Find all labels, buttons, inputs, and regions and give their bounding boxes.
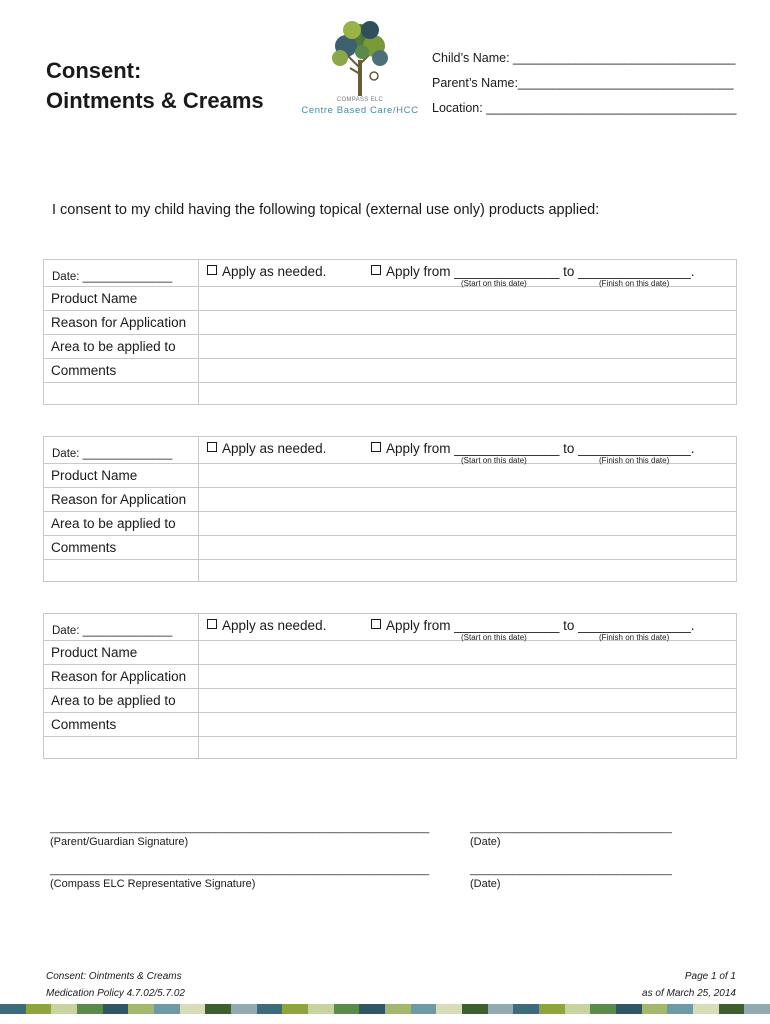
stripe-segment — [334, 1004, 360, 1014]
date-field[interactable]: Date: ______________ — [52, 448, 173, 460]
column-divider — [198, 437, 199, 581]
consent-statement: I consent to my child having the following topical (external use only) products applied: — [52, 202, 600, 218]
stripe-segment — [436, 1004, 462, 1014]
stripe-segment — [539, 1004, 565, 1014]
checkbox-icon[interactable] — [207, 442, 217, 452]
stripe-segment — [385, 1004, 411, 1014]
footer-page-number: Page 1 of 1 — [684, 971, 736, 982]
parent-signature-line[interactable]: ______________________________________________________________ — [50, 822, 430, 834]
checkbox-icon[interactable] — [371, 619, 381, 629]
area-label: Area to be applied to — [51, 693, 176, 708]
stripe-segment — [513, 1004, 539, 1014]
apply-as-needed-option[interactable] — [207, 264, 326, 279]
apply-as-needed-option[interactable] — [207, 618, 326, 633]
parents-name-field[interactable]: Parent’s Name:_______________________________ — [432, 76, 734, 90]
start-hint: (Start on this date) — [461, 633, 527, 642]
product-name-row — [44, 641, 736, 665]
page-title — [46, 56, 264, 116]
apply-from-label: Apply from ______________ to _______________. — [386, 264, 695, 279]
stripe-segment — [128, 1004, 154, 1014]
apply-from-option[interactable] — [371, 264, 695, 279]
comments-row — [44, 536, 736, 560]
area-label: Area to be applied to — [51, 516, 176, 531]
stripe-segment — [719, 1004, 745, 1014]
apply-as-needed-label: Apply as needed. — [222, 618, 327, 633]
stripe-segment — [205, 1004, 231, 1014]
apply-from-label: Apply from ______________ to _______________. — [386, 441, 695, 456]
apply-from-label: Apply from ______________ to _______________. — [386, 618, 695, 633]
product-name-row — [44, 287, 736, 311]
reason-label: Reason for Application — [51, 669, 187, 684]
apply-from-option[interactable] — [371, 618, 695, 633]
title-line-1: Consent: — [46, 58, 142, 83]
footer-policy: Medication Policy 4.7.02/5.7.02 — [46, 988, 185, 999]
checkbox-icon[interactable] — [371, 265, 381, 275]
start-hint: (Start on this date) — [461, 456, 527, 465]
product-block-2 — [43, 436, 737, 582]
product-name-label: Product Name — [51, 291, 138, 306]
apply-as-needed-label: Apply as needed. — [222, 441, 327, 456]
finish-hint: (Finish on this date) — [599, 456, 670, 465]
comments-label: Comments — [51, 363, 117, 378]
stripe-segment — [488, 1004, 514, 1014]
stripe-segment — [642, 1004, 668, 1014]
stripe-segment — [154, 1004, 180, 1014]
apply-as-needed-label: Apply as needed. — [222, 264, 327, 279]
comments-label: Comments — [51, 717, 117, 732]
comments-row — [44, 713, 736, 737]
finish-hint: (Finish on this date) — [599, 633, 670, 642]
date-field[interactable]: Date: ______________ — [52, 271, 173, 283]
rep-signature-line[interactable]: ______________________________________________________________ — [50, 864, 430, 876]
parent-date-line[interactable]: _________________________________ — [470, 822, 672, 834]
area-label: Area to be applied to — [51, 339, 176, 354]
product-name-row — [44, 464, 736, 488]
checkbox-icon[interactable] — [207, 265, 217, 275]
product-name-label: Product Name — [51, 645, 138, 660]
stripe-segment — [51, 1004, 77, 1014]
finish-hint: (Finish on this date) — [599, 279, 670, 288]
stripe-segment — [77, 1004, 103, 1014]
date-field[interactable]: Date: ______________ — [52, 625, 173, 637]
stripe-segment — [590, 1004, 616, 1014]
stripe-segment — [411, 1004, 437, 1014]
location-field[interactable]: Location: ____________________________________ — [432, 101, 737, 115]
stripe-segment — [282, 1004, 308, 1014]
checkbox-icon[interactable] — [207, 619, 217, 629]
rep-date-label: (Date) — [470, 878, 501, 890]
childs-name-field[interactable]: Child’s Name: ________________________________ — [432, 51, 736, 65]
stripe-segment — [359, 1004, 385, 1014]
footer-date: as of March 25, 2014 — [642, 988, 736, 999]
title-line-2: Ointments & Creams — [46, 88, 264, 113]
product-block-3 — [43, 613, 737, 759]
stripe-segment — [667, 1004, 693, 1014]
stripe-segment — [103, 1004, 129, 1014]
footer-color-stripe — [0, 1004, 770, 1014]
compass-elc-logo — [300, 18, 420, 122]
stripe-segment — [26, 1004, 52, 1014]
product-name-label: Product Name — [51, 468, 138, 483]
tree-icon — [300, 18, 420, 98]
stripe-segment — [0, 1004, 26, 1014]
apply-from-option[interactable] — [371, 441, 695, 456]
stripe-segment — [616, 1004, 642, 1014]
comments-label: Comments — [51, 540, 117, 555]
rep-signature-label: (Compass ELC Representative Signature) — [50, 878, 256, 890]
logo-text: Centre Based Care/HCC — [301, 105, 419, 116]
reason-label: Reason for Application — [51, 315, 187, 330]
stripe-segment — [231, 1004, 257, 1014]
logo-small-text: COMPASS ELC — [336, 97, 384, 103]
product-block-1 — [43, 259, 737, 405]
comments-row — [44, 359, 736, 383]
parent-signature-label: (Parent/Guardian Signature) — [50, 836, 189, 848]
rep-date-line[interactable]: _________________________________ — [470, 864, 672, 876]
apply-as-needed-option[interactable] — [207, 441, 326, 456]
column-divider — [198, 614, 199, 758]
footer-document-title: Consent: Ointments & Creams — [46, 971, 182, 982]
stripe-segment — [693, 1004, 719, 1014]
start-hint: (Start on this date) — [461, 279, 527, 288]
stripe-segment — [257, 1004, 283, 1014]
stripe-segment — [462, 1004, 488, 1014]
checkbox-icon[interactable] — [371, 442, 381, 452]
stripe-segment — [565, 1004, 591, 1014]
column-divider — [198, 260, 199, 404]
stripe-segment — [308, 1004, 334, 1014]
parent-date-label: (Date) — [470, 836, 501, 848]
stripe-segment — [744, 1004, 770, 1014]
stripe-segment — [180, 1004, 206, 1014]
reason-label: Reason for Application — [51, 492, 187, 507]
